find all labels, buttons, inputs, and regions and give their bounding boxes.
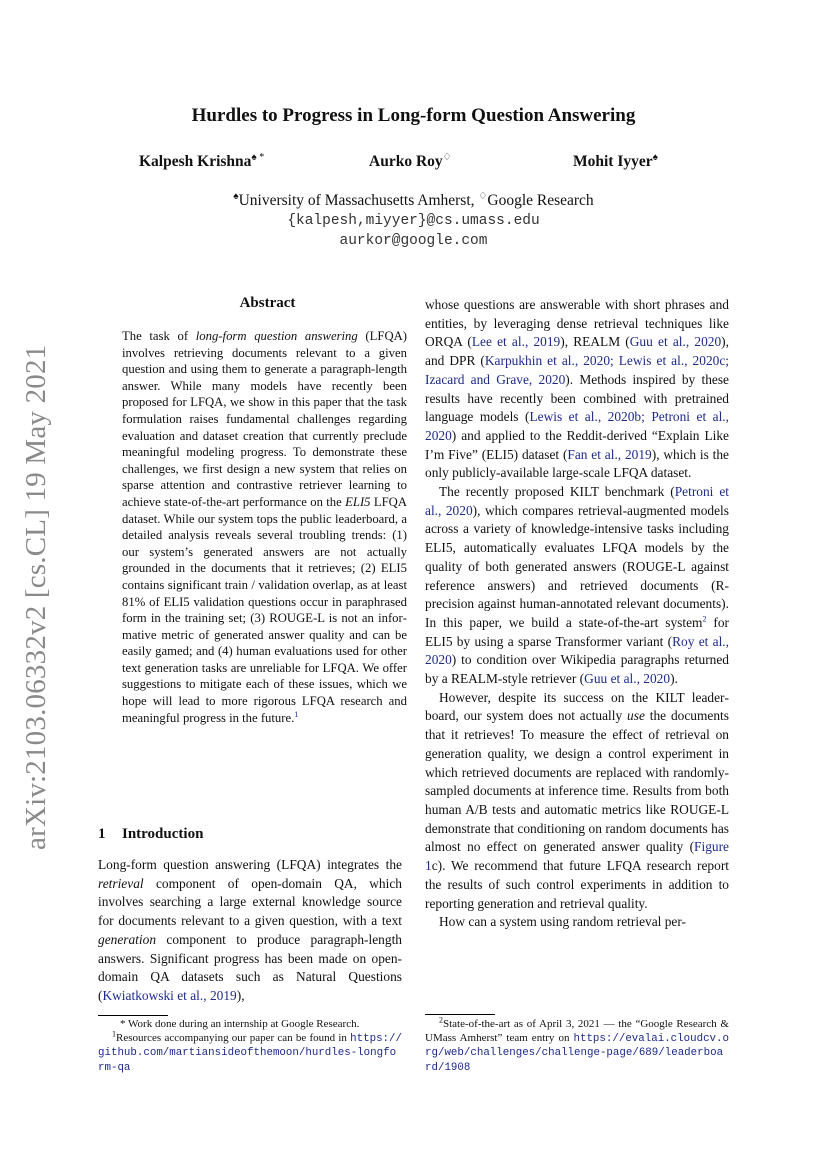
- introduction-paragraph: [98, 856, 402, 1006]
- body-emphasis: retrieval: [98, 875, 144, 891]
- footnotes-left: [98, 1018, 402, 1075]
- affiliation-google: Google Research: [487, 192, 594, 209]
- author-marks: ♠: [652, 151, 658, 163]
- affiliations: [0, 192, 827, 210]
- footnote-divider: [425, 1014, 495, 1015]
- citation-link[interactable]: Petroni et al., 2020: [425, 484, 729, 518]
- abstract-text: The task of: [122, 329, 196, 343]
- figure-link[interactable]: Figure 1: [425, 839, 729, 874]
- body-emphasis: use: [627, 708, 645, 724]
- footnote-text: State-of-the-art as of April 3, 2021 — the “Google Research & UMass Amherst” team entry on: [425, 1018, 729, 1044]
- right-column: [425, 296, 729, 932]
- body-text: ), which is the only publicly-available large-scale LFQA dataset.: [425, 446, 729, 481]
- footnote-text: Resources accompanying our paper can be found in: [116, 1031, 351, 1044]
- spade-mark: ♠: [233, 190, 239, 202]
- body-text: The recently proposed KILT benchmark (: [439, 484, 675, 500]
- citation-link[interactable]: Fan et al., 2019: [567, 446, 652, 462]
- section-heading-introduction: [98, 826, 203, 843]
- author-1: [139, 153, 264, 171]
- footnote-mark: 2: [439, 1015, 443, 1025]
- abstract-emphasis: long-form question answering: [195, 329, 358, 343]
- author-2: [369, 153, 452, 171]
- citation-link[interactable]: Kwiatkowski et al., 2019: [102, 987, 237, 1003]
- citation-link[interactable]: Lee et al., 2019: [471, 334, 561, 350]
- body-text: How can a system using random retrieval per-: [439, 914, 687, 930]
- body-text: ). Methods inspired by these results have recently been combined with pretrained language models (: [425, 371, 729, 425]
- paragraph: [425, 483, 729, 689]
- paragraph: [425, 913, 729, 932]
- body-text: component of open-domain QA, which involves searching a large external knowledge source for documents relevant to a given question, with a text: [98, 875, 402, 929]
- body-text: However, despite its success on the KILT leaderboard, our system does not actually: [425, 689, 729, 724]
- affiliation-umass: University of Massachusetts Amherst,: [238, 192, 479, 209]
- leaderboard-link[interactable]: https://evalai.cloudcv.org/web/challenges/challenge-page/689/leaderboard/1908: [425, 1032, 729, 1074]
- email-umass: {kalpesh,miyyer}@cs.umass.edu: [287, 213, 540, 229]
- body-text: ), which compares retrieval-augmented models across a variety of knowledge-intensive tasks including ELI5, automatically evaluates LFQA models by the quality of both generated answers (ROUGE-L against reference answers) and retrieved documents (R-precision against human-annotated relevant documents). In this paper, we build a state-of-the-art system: [425, 502, 729, 630]
- abstract-heading: Abstract: [239, 295, 296, 311]
- paper-title: Hurdles to Progress in Long-form Question Answering: [191, 105, 636, 126]
- body-text: ),: [236, 987, 245, 1003]
- body-text: component to produce paragraph-length answers. Significant progress has been made on open-domain QA datasets such as Natural Questions (: [98, 931, 402, 1003]
- body-text: for ELI5 by using a sparse Transformer variant (: [425, 614, 729, 649]
- footnote-1: [98, 1028, 402, 1076]
- body-text: Long-form question answering (LFQA) integrates the: [98, 857, 402, 872]
- body-text: ).: [670, 671, 678, 687]
- paragraph: [425, 689, 729, 913]
- citation-link[interactable]: Roy et al., 2020: [425, 633, 730, 668]
- author-marks: ♠ *: [251, 151, 265, 163]
- author-3: [573, 153, 658, 171]
- email-google: aurkor@google.com: [339, 233, 488, 249]
- author-marks: ♢: [442, 151, 452, 163]
- body-text: ) and applied to the Reddit-derived “Explain Like I’m Five” (ELI5) dataset (: [425, 427, 729, 462]
- footnote-2: [425, 1015, 729, 1075]
- abstract-emphasis: ELI5: [345, 494, 371, 509]
- footnote-ref-2[interactable]: 2: [702, 614, 707, 624]
- footnotes-right: [425, 1015, 729, 1075]
- body-text: ), REALM (: [560, 334, 630, 350]
- citation-link[interactable]: Guu et al., 2020: [629, 334, 722, 350]
- diamond-mark: ♢: [478, 190, 488, 202]
- footnote-mark: 1: [112, 1028, 116, 1038]
- body-text: c). We recommend that future LFQA research report the results of such control experiments in addition to reporting generation and retrieval quality.: [425, 858, 729, 911]
- section-title: Introduction: [122, 826, 204, 842]
- body-text: the documents that it retrieves! To measure the effect of retrieval on generation quality, we design a control experiment in which retrieved documents are replaced with randomly-sampled documents at inference time. Results from both human A/B tests and automatic metrics like ROUGE-L demonstrate that conditioning on random documents has almost no effect on generated answer quality (: [425, 708, 729, 855]
- author-name: Aurko Roy: [369, 153, 443, 170]
- citation-link[interactable]: Lewis et al., 2020b; Petroni et al., 2020: [425, 409, 730, 443]
- abstract-body: [122, 328, 407, 726]
- author-name: Mohit Iyyer: [573, 153, 653, 170]
- citation-link[interactable]: Guu et al., 2020: [584, 671, 671, 687]
- footnote-divider: [98, 1015, 168, 1016]
- author-name: Kalpesh Krishna: [139, 153, 252, 170]
- abstract-text: (LFQA) involves retrieving documents relevant to a given question and using them to generate a paragraph-length answer. While many models have recently been proposed for LFQA, we show in this paper that the task formulation raises fundamental challenges regarding evaluation and dataset creation that currently preclude meaningful modeling progress. To demonstrate these challenges, we first design a new system that relies on sparse attention and contrastive retriever learning to achieve state-of-the-art performance on the: [122, 329, 407, 509]
- abstract-text: LFQA dataset. While our system tops the public leaderboard, a detailed analysis reveals several troubling trends: (1) our system’s generated answers are not actually grounded in the documents that it retrieves; (2) ELI5 contains significant train / validation overlap, as at least 81% of ELI5 validation questions occur in paraphrased form in the training set; (3) ROUGE-L is not an informative metric of generated answer quality and can be easily gamed; and (4) human evaluations used for other text generation tasks are unreliable for LFQA. We offer suggestions to mitigate each of these issues, which we hope will lead to more rigorous LFQA research and meaningful progress in the future.: [122, 494, 407, 725]
- body-text: whose questions are answerable with short phrases and entities, by leveraging dense retrieval techniques like ORQA (: [425, 297, 729, 350]
- github-link[interactable]: https://github.com/martiansideofthemoon/hurdles-longform-qa: [98, 1032, 402, 1074]
- footnote-star: * Work done during an internship at Google Research.: [120, 1018, 360, 1030]
- arxiv-stamp: arXiv:2103.06332v2 [cs.CL] 19 May 2021: [20, 344, 52, 850]
- section-number: 1: [98, 826, 106, 842]
- body-emphasis: generation: [98, 931, 157, 947]
- paragraph: [425, 296, 729, 483]
- body-text: ), and DPR (: [425, 334, 729, 369]
- citation-link[interactable]: Karpukhin et al., 2020; Lewis et al., 2020c; Izacard and Grave, 2020: [425, 353, 730, 387]
- body-text: ) to condition over Wikipedia paragraphs returned by a REALM-style retriever (: [425, 652, 729, 687]
- footnote-ref-1[interactable]: 1: [294, 709, 299, 719]
